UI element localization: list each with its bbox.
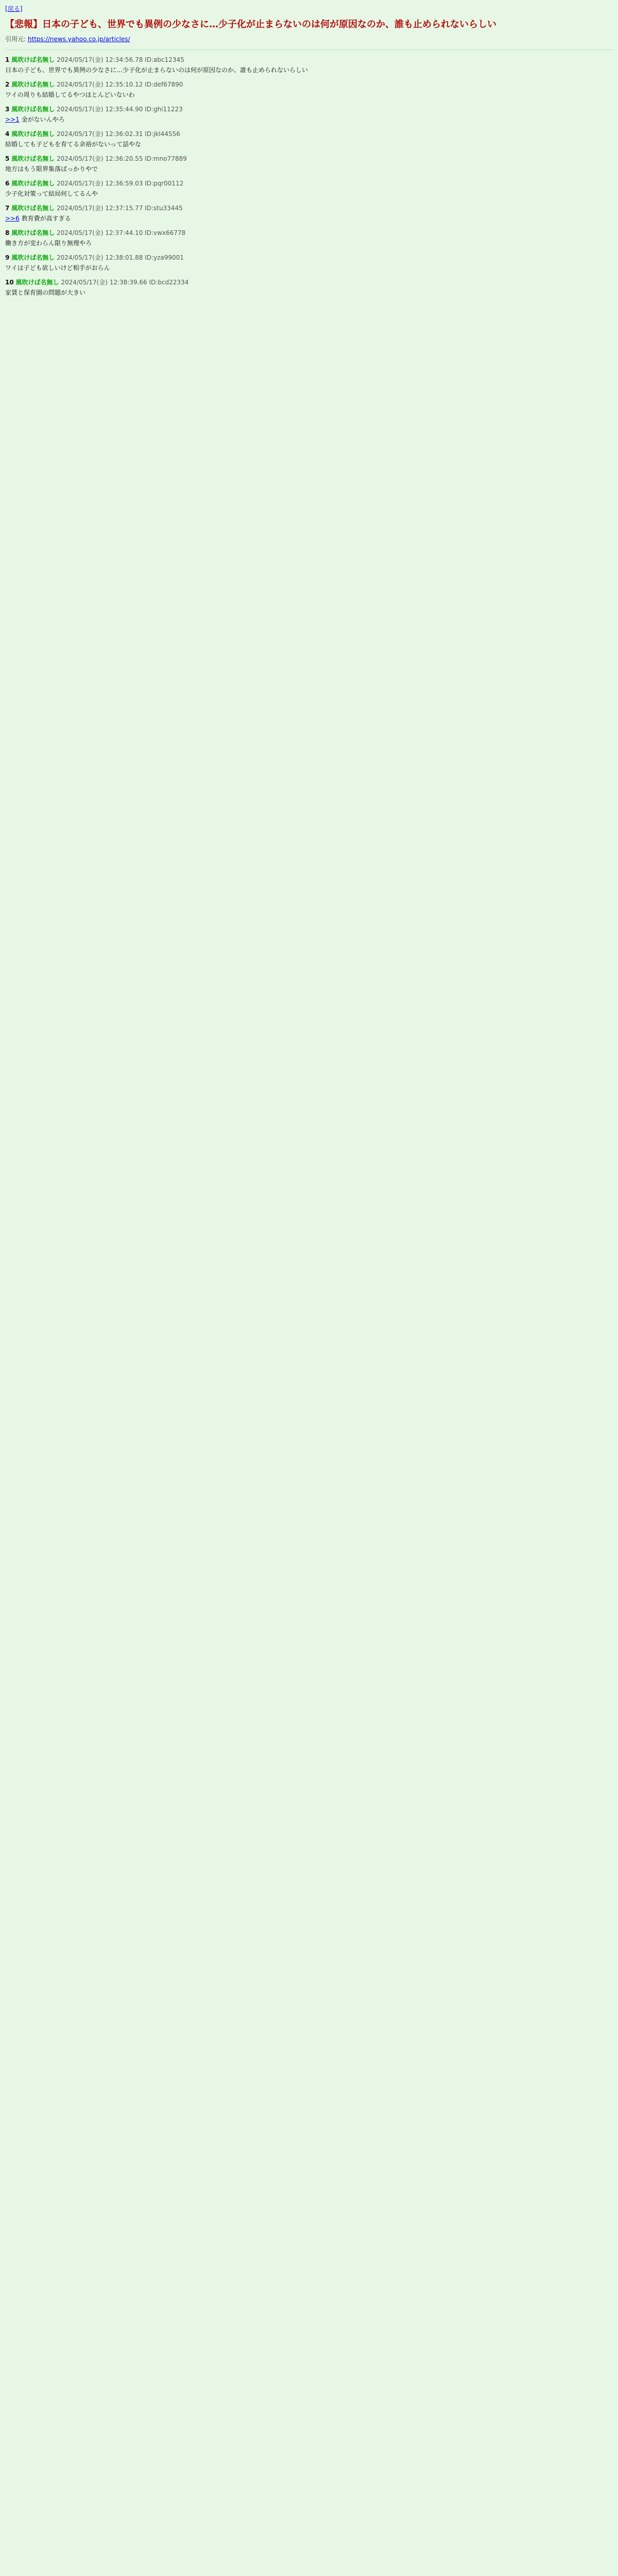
post-number: 5 — [5, 155, 10, 162]
post-meta: 2024/05/17(金) 12:34:56.78 ID:abc12345 — [57, 56, 184, 63]
post-header — [5, 278, 613, 287]
post-body — [5, 189, 613, 198]
post-text: 地方はもう限界集落ばっかりやで — [5, 165, 98, 173]
post-header — [5, 105, 613, 114]
thread-source-label: 引用元: — [5, 36, 28, 43]
post-author: 風吹けば名無し — [11, 229, 55, 236]
post-meta: 2024/05/17(金) 12:35:44.90 ID:ghi11223 — [57, 106, 183, 113]
post-meta: 2024/05/17(金) 12:36:59.03 ID:pqr00112 — [57, 180, 184, 187]
post-meta: 2024/05/17(金) 12:38:39.66 ID:bcd22334 — [61, 279, 189, 286]
post-meta: 2024/05/17(金) 12:38:01.88 ID:yza99001 — [57, 254, 184, 261]
thread-title: 【悲報】日本の子ども、世界でも異例の少なさに…少子化が止まらないのは何が原因なのか、誰も止められないらしい — [5, 19, 496, 30]
post-number: 3 — [5, 106, 10, 113]
post — [5, 105, 613, 124]
post-body — [5, 239, 613, 248]
post-meta: 2024/05/17(金) 12:36:20.55 ID:mno77889 — [57, 155, 187, 162]
post — [5, 55, 613, 75]
post-text: 働き方が変わらん限り無理やろ — [5, 240, 92, 247]
post-number: 1 — [5, 56, 10, 63]
post-header — [5, 179, 613, 188]
post-author: 風吹けば名無し — [11, 205, 55, 212]
post-author: 風吹けば名無し — [11, 155, 55, 162]
post-body — [5, 65, 613, 75]
post — [5, 129, 613, 149]
post — [5, 253, 613, 273]
post-body — [5, 90, 613, 99]
post-author: 風吹けば名無し — [11, 254, 55, 261]
post-header — [5, 204, 613, 213]
post-body — [5, 263, 613, 273]
post-number: 7 — [5, 205, 10, 212]
top-nav-suffix: ] — [20, 5, 23, 12]
post — [5, 228, 613, 248]
reply-link[interactable]: >>1 — [5, 116, 20, 123]
post-text: 結婚しても子どもを育てる余裕がないって話やな — [5, 141, 142, 148]
post-header — [5, 154, 613, 163]
post-header — [5, 55, 613, 64]
post-author: 風吹けば名無し — [11, 106, 55, 113]
post-list — [5, 55, 613, 297]
post-author: 風吹けば名無し — [11, 180, 55, 187]
post-text: 日本の子ども、世界でも異例の少なさに…少子化が止まらないのは何が原因なのか、誰も止められないらしい — [5, 66, 308, 74]
post-author: 風吹けば名無し — [11, 56, 55, 63]
post — [5, 154, 613, 174]
post-body — [5, 164, 613, 174]
thread-subtitle — [5, 35, 613, 43]
post-number: 9 — [5, 254, 10, 261]
reply-link[interactable]: >>6 — [5, 215, 20, 222]
post-text: 家賃と保育園の問題が大きい — [5, 289, 86, 296]
post-body — [5, 115, 613, 124]
post-author: 風吹けば名無し — [11, 130, 55, 138]
post-meta: 2024/05/17(金) 12:37:44.10 ID:vwx66778 — [57, 229, 186, 236]
top-nav-prefix: [ — [5, 5, 8, 12]
post-number: 10 — [5, 279, 14, 286]
separator — [5, 49, 613, 50]
post-author: 風吹けば名無し — [15, 279, 59, 286]
post-header — [5, 129, 613, 139]
post-meta: 2024/05/17(金) 12:35:10.12 ID:def67890 — [57, 81, 183, 88]
top-nav — [5, 4, 613, 13]
post-meta: 2024/05/17(金) 12:37:15.77 ID:stu33445 — [57, 205, 183, 212]
post-text: ワイは子ども欲しいけど相手がおらん — [5, 264, 110, 272]
post-header — [5, 253, 613, 262]
post-body — [5, 214, 613, 223]
post-body — [5, 140, 613, 149]
post-number: 4 — [5, 130, 10, 138]
post-text: 金がないんやろ — [21, 116, 65, 123]
thread-source-link[interactable]: https://news.yahoo.co.jp/articles/ — [27, 36, 130, 43]
post — [5, 179, 613, 198]
post-number: 8 — [5, 229, 10, 236]
post-meta: 2024/05/17(金) 12:36:02.31 ID:jkl44556 — [57, 130, 180, 138]
post-number: 6 — [5, 180, 10, 187]
post-text: ワイの周りも結婚してるやつほとんどいないわ — [5, 91, 135, 98]
post — [5, 204, 613, 223]
post-text: 教育費が高すぎる — [21, 215, 71, 222]
post — [5, 278, 613, 297]
post-author: 風吹けば名無し — [11, 81, 55, 88]
post-number: 2 — [5, 81, 10, 88]
back-link[interactable]: 戻る — [7, 5, 20, 12]
post — [5, 80, 613, 99]
post-body — [5, 288, 613, 297]
post-text: 少子化対策って結局何してるんや — [5, 190, 98, 197]
post-header — [5, 228, 613, 238]
post-header — [5, 80, 613, 89]
